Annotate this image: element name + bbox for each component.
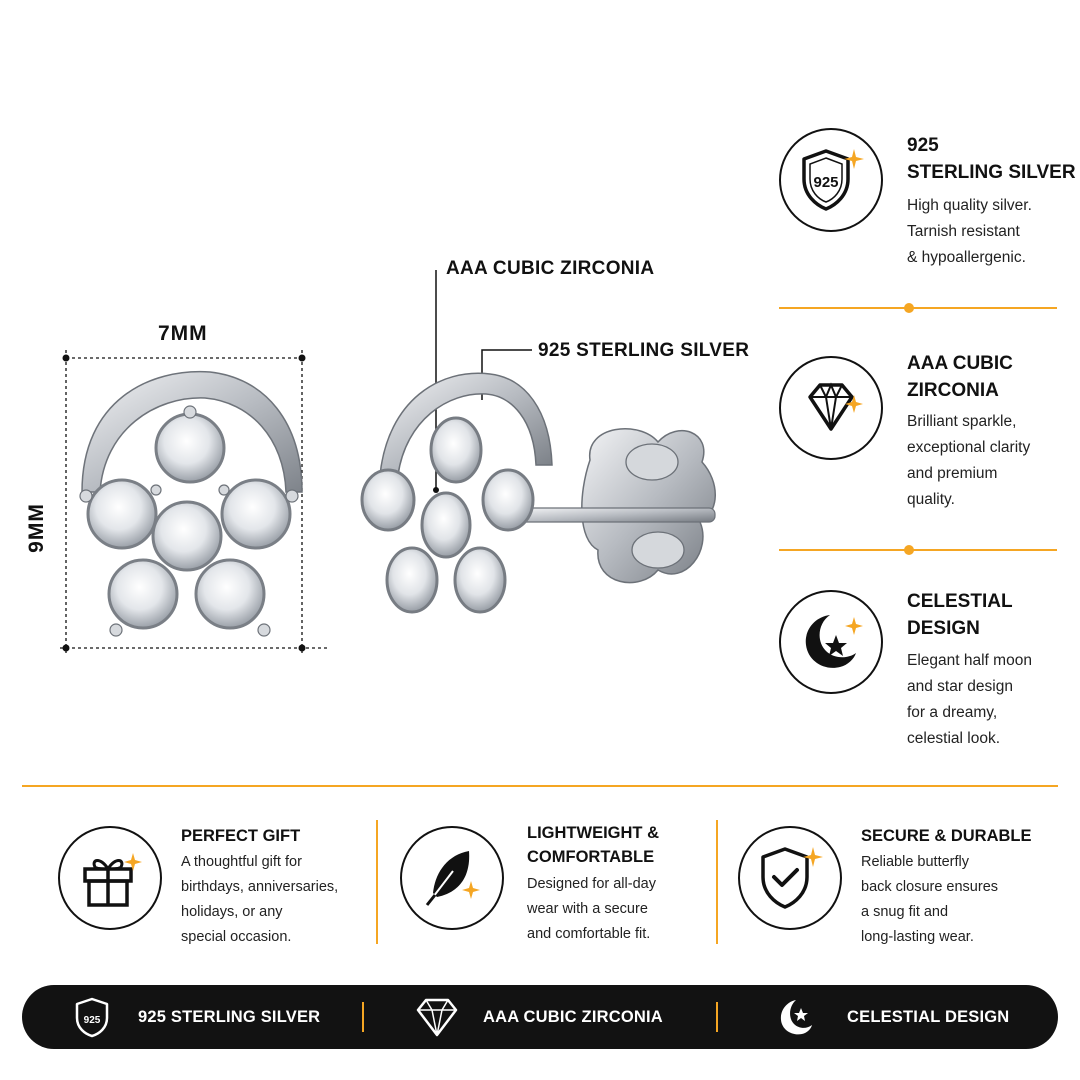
- earring-front-illustration: [20, 310, 350, 680]
- vertical-divider: [376, 820, 378, 944]
- bar-item-zirconia: [414, 996, 704, 1038]
- feather-icon-circle: [400, 826, 504, 930]
- bar-label-celestial: CELESTIAL DESIGN: [847, 1007, 1010, 1026]
- bottom-feature-title-gift: PERFECT GIFT: [181, 827, 301, 845]
- bar-item-celestial: [776, 996, 1036, 1038]
- sterling-silver-icon-circle: [779, 128, 883, 232]
- feature-title-sterling-silver: 925 STERLING SILVER: [907, 135, 1076, 183]
- feature-desc-zirconia: Brilliant sparkle, exceptional clarity and premium quality.: [907, 413, 1031, 508]
- gift-icon-circle: [58, 826, 162, 930]
- diamond-icon: [414, 996, 460, 1038]
- divider-line: [779, 307, 1057, 309]
- feature-desc-celestial: Elegant half moon and star design for a dreamy, celestial look.: [907, 652, 1032, 747]
- metal-callout-label: 925 STERLING SILVER: [538, 340, 750, 361]
- feature-title-celestial: CELESTIAL DESIGN: [907, 591, 1013, 639]
- diamond-icon: [796, 373, 866, 443]
- bar-separator: [716, 1002, 718, 1032]
- earring-side-illustration: [340, 250, 750, 670]
- secure-icon-circle: [738, 826, 842, 930]
- feather-icon: [417, 843, 487, 913]
- feature-desc-sterling-silver: High quality silver. Tarnish resistant & hypoallergenic.: [907, 197, 1032, 266]
- divider-dot: [904, 545, 914, 555]
- bottom-feature-title-lightweight: LIGHTWEIGHT & COMFORTABLE: [527, 824, 659, 866]
- product-side-view: [340, 250, 750, 670]
- celestial-icon-circle: [779, 590, 883, 694]
- shield-925-icon: [796, 145, 866, 215]
- divider-dot: [904, 303, 914, 313]
- bar-item-sterling-silver: [72, 996, 332, 1038]
- bottom-feature-title-secure: SECURE & DURABLE: [861, 827, 1032, 845]
- svg-text:925: 925: [83, 1015, 101, 1026]
- shield-check-icon: [755, 843, 825, 913]
- bottom-feature-desc-gift: A thoughtful gift for birthdays, anniversaries, holidays, or any special occasion.: [181, 854, 339, 945]
- bottom-feature-desc-lightweight: Designed for all-day wear with a secure and comfortable fit.: [527, 876, 656, 942]
- width-dimension-label: 7MM: [158, 322, 208, 345]
- stone-callout-label: AAA CUBIC ZIRCONIA: [446, 258, 655, 279]
- bar-label-sterling-silver: 925 STERLING SILVER: [138, 1007, 321, 1026]
- feature-title-zirconia: AAA CUBIC ZIRCONIA: [907, 353, 1013, 401]
- section-divider: [22, 785, 1058, 787]
- bar-label-zirconia: AAA CUBIC ZIRCONIA: [483, 1007, 663, 1026]
- zirconia-icon-circle: [779, 356, 883, 460]
- shield-925-icon: [72, 996, 112, 1038]
- product-front-view: [20, 310, 350, 680]
- bar-separator: [362, 1002, 364, 1032]
- bottom-feature-desc-secure: Reliable butterfly back closure ensures a snug fit and long-lasting wear.: [861, 854, 999, 945]
- svg-text:925: 925: [813, 174, 839, 191]
- vertical-divider: [716, 820, 718, 944]
- gift-icon: [75, 843, 145, 913]
- height-dimension-label: 9MM: [24, 503, 48, 553]
- divider-line: [779, 549, 1057, 551]
- moon-star-icon: [776, 996, 816, 1038]
- moon-star-icon: [796, 607, 866, 677]
